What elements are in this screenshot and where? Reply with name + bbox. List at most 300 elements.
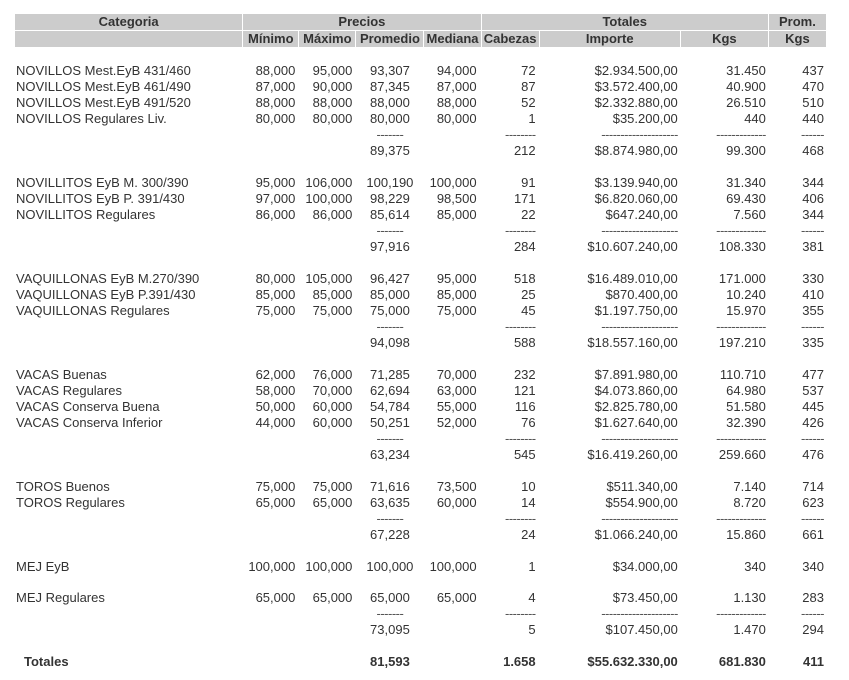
cell-promedio: 85,614 — [370, 207, 410, 222]
spacer-row — [15, 255, 826, 271]
subtotal-cabezas: 588 — [513, 335, 536, 350]
cell-cabezas: 14 — [521, 495, 536, 510]
cell-cabezas: 72 — [521, 63, 536, 78]
cell-maximo: 95,000 — [312, 63, 353, 78]
cell-promedio: 93,307 — [370, 63, 410, 78]
cell-prom-kgs: 437 — [802, 63, 824, 78]
cell-kgs: 31.340 — [726, 175, 766, 190]
subtotal-empty — [424, 143, 480, 159]
separator-empty — [424, 511, 480, 527]
cell-mediana: 70,000 — [436, 367, 477, 382]
cell-kgs: 31.450 — [726, 63, 766, 78]
separator-promedio: ------- — [376, 223, 404, 238]
separator-importe: -------------------- — [601, 223, 678, 238]
cell-kgs: 7.140 — [733, 479, 766, 494]
subtotal-empty — [243, 239, 298, 255]
cell-categoria: NOVILLOS Mest.EyB 491/520 — [16, 95, 191, 110]
separator-importe: -------------------- — [601, 431, 678, 446]
cell-maximo: 60,000 — [312, 399, 353, 414]
cell-importe: $35.200,00 — [612, 111, 678, 126]
cell-importe: $6.820.060,00 — [594, 191, 678, 206]
header-importe[interactable]: Importe — [540, 31, 680, 47]
header-group-row — [15, 14, 826, 31]
cell-importe: $511.340,00 — [606, 479, 678, 494]
header-minimo[interactable]: Mínimo — [243, 31, 298, 47]
subtotal-empty — [15, 143, 242, 159]
separator-prom-kgs: ------ — [801, 223, 824, 238]
cell-prom-kgs: 283 — [802, 590, 824, 605]
cell-mediana: 85,000 — [436, 287, 477, 302]
subtotal-empty — [424, 622, 480, 638]
cell-mediana: 52,000 — [436, 415, 477, 430]
separator-prom-kgs: ------ — [801, 319, 824, 334]
cell-kgs: 69.430 — [726, 191, 766, 206]
cell-minimo: 88,000 — [255, 95, 296, 110]
cell-promedio: 75,000 — [370, 303, 410, 318]
cell-kgs: 340 — [744, 559, 766, 574]
subtotal-cabezas: 24 — [521, 527, 536, 542]
cell-categoria: VAQUILLONAS EyB M.270/390 — [16, 271, 200, 286]
cell-mediana: 98,500 — [436, 191, 477, 206]
separator-cabezas: -------- — [505, 431, 536, 446]
header-categoria-blank — [15, 31, 242, 47]
separator-kgs: ------------- — [716, 127, 766, 142]
cell-categoria: NOVILLOS Mest.EyB 461/490 — [16, 79, 191, 94]
cell-kgs: 7.560 — [733, 207, 766, 222]
cell-importe: $554.900,00 — [605, 495, 678, 510]
subtotal-empty — [424, 239, 480, 255]
separator-importe: -------------------- — [601, 511, 678, 526]
subtotal-promedio: 63,234 — [370, 447, 410, 462]
cell-importe: $647.240,00 — [605, 207, 678, 222]
separator-importe: -------------------- — [601, 319, 678, 334]
spacer-cell — [15, 159, 826, 175]
table-row[interactable] — [15, 399, 826, 415]
separator-empty — [299, 511, 355, 527]
separator-row — [15, 431, 826, 447]
separator-prom-kgs: ------ — [801, 127, 824, 142]
cell-importe: $73.450,00 — [612, 590, 678, 605]
subtotal-empty — [243, 143, 298, 159]
cell-importe: $3.572.400,00 — [594, 79, 678, 94]
separator-prom-kgs: ------ — [801, 431, 824, 446]
spacer-cell — [15, 575, 826, 590]
table-row[interactable] — [15, 367, 826, 383]
subtotal-cabezas: 212 — [513, 143, 536, 158]
subtotal-empty — [15, 622, 242, 638]
separator-importe: -------------------- — [601, 127, 678, 142]
cell-cabezas: 116 — [514, 399, 536, 414]
cell-importe: $2.934.500,00 — [594, 63, 678, 78]
cell-kgs: 26.510 — [726, 95, 766, 110]
header-categoria[interactable]: Categoria — [15, 14, 242, 31]
cell-cabezas: 87 — [521, 79, 536, 94]
subtotal-row — [15, 239, 826, 255]
separator-empty — [15, 511, 242, 527]
cell-promedio: 100,190 — [366, 175, 414, 190]
table-row[interactable] — [15, 191, 826, 207]
subtotal-empty — [243, 447, 298, 463]
subtotal-importe: $10.607.240,00 — [587, 239, 678, 254]
spacer-cell — [15, 351, 826, 367]
totals-empty — [299, 654, 355, 670]
cell-mediana: 88,000 — [436, 95, 477, 110]
cell-importe: $7.891.980,00 — [594, 367, 678, 382]
cell-cabezas: 518 — [513, 271, 536, 286]
cell-importe: $4.073.860,00 — [594, 383, 678, 398]
spacer-cell — [15, 255, 826, 271]
table-row[interactable] — [15, 287, 826, 303]
separator-row — [15, 127, 826, 143]
cell-maximo: 85,000 — [312, 287, 353, 302]
separator-row — [15, 223, 826, 239]
subtotal-cabezas: 5 — [528, 622, 536, 637]
cell-categoria: VACAS Buenas — [16, 367, 107, 382]
cell-minimo: 75,000 — [255, 303, 296, 318]
cell-categoria: TOROS Buenos — [16, 479, 110, 494]
subtotal-kgs: 197.210 — [718, 335, 766, 350]
table-row[interactable] — [15, 590, 826, 606]
cell-minimo: 85,000 — [255, 287, 296, 302]
cell-importe: $34.000,00 — [612, 559, 678, 574]
cell-promedio: 62,694 — [370, 383, 410, 398]
cell-promedio: 71,285 — [370, 367, 410, 382]
subtotal-importe: $8.874.980,00 — [594, 143, 678, 158]
cell-categoria: NOVILLITOS EyB M. 300/390 — [16, 175, 189, 190]
subtotal-empty — [299, 447, 355, 463]
cell-categoria: VAQUILLONAS EyB P.391/430 — [16, 287, 196, 302]
cell-mediana: 80,000 — [436, 111, 477, 126]
cell-kgs: 440 — [744, 111, 766, 126]
separator-importe: -------------------- — [601, 606, 678, 621]
subtotal-empty — [424, 335, 480, 351]
cell-prom-kgs: 714 — [802, 479, 824, 494]
cell-promedio: 63,635 — [370, 495, 410, 510]
cell-minimo: 97,000 — [255, 191, 296, 206]
separator-cabezas: -------- — [505, 127, 536, 142]
cell-maximo: 70,000 — [312, 383, 353, 398]
header-prom-kgs[interactable]: Kgs — [769, 31, 826, 47]
totals-row — [15, 654, 826, 670]
subtotal-empty — [299, 527, 355, 543]
cell-prom-kgs: 406 — [802, 191, 824, 206]
subtotal-prom-kgs: 335 — [802, 335, 824, 350]
cell-kgs: 171.000 — [718, 271, 766, 286]
totals-importe: $55.632.330,00 — [587, 654, 678, 669]
subtotal-promedio: 73,095 — [370, 622, 410, 637]
spacer-cell — [15, 47, 826, 63]
subtotal-kgs: 15.860 — [726, 527, 766, 542]
subtotal-prom-kgs: 468 — [802, 143, 824, 158]
separator-empty — [243, 431, 298, 447]
cell-promedio: 85,000 — [370, 287, 410, 302]
cell-cabezas: 171 — [513, 191, 536, 206]
cell-promedio: 65,000 — [370, 590, 410, 605]
subtotal-importe: $107.450,00 — [605, 622, 678, 637]
separator-promedio: ------- — [376, 511, 404, 526]
separator-promedio: ------- — [376, 431, 404, 446]
subtotal-prom-kgs: 294 — [802, 622, 824, 637]
cell-kgs: 32.390 — [726, 415, 766, 430]
separator-promedio: ------- — [376, 606, 404, 621]
separator-empty — [243, 223, 298, 239]
cell-cabezas: 52 — [521, 95, 536, 110]
cell-importe: $2.825.780,00 — [594, 399, 678, 414]
cell-cabezas: 76 — [521, 415, 536, 430]
header-kgs[interactable]: Kgs — [681, 31, 768, 47]
cell-maximo: 105,000 — [305, 271, 353, 286]
cell-prom-kgs: 470 — [802, 79, 824, 94]
subtotal-importe: $16.419.260,00 — [587, 447, 678, 462]
subtotal-importe: $1.066.240,00 — [594, 527, 678, 542]
cell-prom-kgs: 440 — [802, 111, 824, 126]
cell-maximo: 100,000 — [305, 191, 353, 206]
cell-promedio: 54,784 — [370, 399, 410, 414]
cell-maximo: 80,000 — [312, 111, 353, 126]
subtotal-empty — [424, 447, 480, 463]
cell-minimo: 80,000 — [255, 111, 296, 126]
subtotal-promedio: 89,375 — [370, 143, 410, 158]
cell-mediana: 94,000 — [436, 63, 477, 78]
cell-prom-kgs: 445 — [802, 399, 824, 414]
table-body — [15, 47, 826, 670]
cell-prom-kgs: 537 — [802, 383, 824, 398]
subtotal-kgs: 1.470 — [733, 622, 766, 637]
cell-maximo: 88,000 — [312, 95, 353, 110]
subtotal-promedio: 67,228 — [370, 527, 410, 542]
cell-minimo: 80,000 — [255, 271, 296, 286]
separator-kgs: ------------- — [716, 511, 766, 526]
separator-cabezas: -------- — [505, 223, 536, 238]
table-row[interactable] — [15, 111, 826, 127]
cell-categoria: VAQUILLONAS Regulares — [16, 303, 170, 318]
cell-kgs: 64.980 — [726, 383, 766, 398]
subtotal-empty — [15, 447, 242, 463]
separator-empty — [424, 223, 480, 239]
spacer-row — [15, 159, 826, 175]
cell-kgs: 110.710 — [719, 367, 766, 382]
cell-minimo: 75,000 — [255, 479, 296, 494]
cell-kgs: 10.240 — [726, 287, 766, 302]
separator-row — [15, 606, 826, 622]
header-promedio[interactable]: Promedio — [356, 31, 423, 47]
table-row[interactable] — [15, 175, 826, 191]
separator-row — [15, 319, 826, 335]
separator-prom-kgs: ------ — [801, 511, 824, 526]
table-row[interactable] — [15, 79, 826, 95]
table-row[interactable] — [15, 479, 826, 495]
subtotal-importe: $18.557.160,00 — [587, 335, 678, 350]
subtotal-prom-kgs: 381 — [802, 239, 824, 254]
spacer-row — [15, 575, 826, 590]
cell-minimo: 86,000 — [255, 207, 296, 222]
separator-empty — [15, 431, 242, 447]
subtotal-empty — [15, 239, 242, 255]
subtotal-empty — [299, 335, 355, 351]
header-prom: Prom. — [769, 14, 826, 31]
separator-cabezas: -------- — [505, 319, 536, 334]
cell-cabezas: 45 — [521, 303, 536, 318]
spacer-row — [15, 47, 826, 63]
table-row[interactable] — [15, 303, 826, 319]
subtotal-promedio: 97,916 — [370, 239, 410, 254]
subtotal-empty — [15, 527, 242, 543]
cell-cabezas: 22 — [521, 207, 536, 222]
totals-empty — [243, 654, 298, 670]
totals-kgs: 681.830 — [718, 654, 766, 669]
spacer-row — [15, 543, 826, 559]
cell-cabezas: 121 — [513, 383, 536, 398]
header-cabezas[interactable]: Cabezas — [482, 31, 539, 47]
cell-maximo: 86,000 — [312, 207, 353, 222]
subtotal-prom-kgs: 661 — [802, 527, 824, 542]
separator-empty — [299, 223, 355, 239]
spacer-cell — [15, 543, 826, 559]
header-maximo[interactable]: Máximo — [299, 31, 355, 47]
separator-kgs: ------------- — [716, 431, 766, 446]
cell-promedio: 87,345 — [370, 79, 410, 94]
table-row[interactable] — [15, 63, 826, 79]
subtotal-cabezas: 545 — [513, 447, 536, 462]
cell-maximo: 90,000 — [312, 79, 353, 94]
cell-minimo: 62,000 — [255, 367, 296, 382]
cell-prom-kgs: 623 — [802, 495, 824, 510]
cell-kgs: 40.900 — [726, 79, 766, 94]
cell-categoria: NOVILLITOS Regulares — [16, 207, 156, 222]
cell-categoria: VACAS Conserva Inferior — [16, 415, 163, 430]
cell-prom-kgs: 510 — [802, 95, 824, 110]
subtotal-empty — [299, 143, 355, 159]
cell-minimo: 95,000 — [255, 175, 296, 190]
spacer-row — [15, 638, 826, 654]
cell-importe: $1.627.640,00 — [594, 415, 678, 430]
header-column-row — [15, 31, 826, 47]
cell-categoria: NOVILLOS Regulares Liv. — [16, 111, 167, 126]
cell-maximo: 76,000 — [312, 367, 353, 382]
table-header — [15, 14, 826, 47]
separator-empty — [243, 511, 298, 527]
cell-promedio: 88,000 — [370, 95, 410, 110]
spacer-cell — [15, 638, 826, 654]
cell-minimo: 44,000 — [255, 415, 296, 430]
spacer-row — [15, 463, 826, 479]
cell-cabezas: 25 — [521, 287, 536, 302]
cell-promedio: 98,229 — [370, 191, 410, 206]
header-totales: Totales — [482, 14, 768, 31]
table-row[interactable] — [15, 559, 826, 575]
separator-kgs: ------------- — [716, 319, 766, 334]
cell-mediana: 75,000 — [436, 303, 477, 318]
cell-categoria: VACAS Regulares — [16, 383, 122, 398]
cell-maximo: 100,000 — [305, 559, 353, 574]
cell-promedio: 96,427 — [370, 271, 410, 286]
cell-kgs: 15.970 — [726, 303, 766, 318]
subtotal-cabezas: 284 — [513, 239, 536, 254]
cell-mediana: 95,000 — [436, 271, 477, 286]
cell-promedio: 71,616 — [370, 479, 410, 494]
table-row[interactable] — [15, 383, 826, 399]
separator-empty — [15, 319, 242, 335]
cell-prom-kgs: 344 — [802, 207, 824, 222]
cell-minimo: 87,000 — [255, 79, 296, 94]
separator-empty — [424, 127, 480, 143]
cell-mediana: 100,000 — [429, 559, 477, 574]
cell-importe: $870.400,00 — [605, 287, 678, 302]
market-prices-table — [14, 14, 827, 670]
subtotal-row — [15, 335, 826, 351]
cell-mediana: 55,000 — [436, 399, 477, 414]
separator-promedio: ------- — [376, 127, 404, 142]
cell-importe: $2.332.880,00 — [594, 95, 678, 110]
cell-categoria: TOROS Regulares — [16, 495, 125, 510]
totals-empty — [424, 654, 480, 670]
subtotal-prom-kgs: 476 — [802, 447, 824, 462]
separator-empty — [299, 431, 355, 447]
spacer-cell — [15, 463, 826, 479]
subtotal-kgs: 99.300 — [726, 143, 766, 158]
cell-categoria: NOVILLOS Mest.EyB 431/460 — [16, 63, 191, 78]
table-row[interactable] — [15, 95, 826, 111]
cell-cabezas: 232 — [513, 367, 536, 382]
separator-empty — [15, 606, 242, 622]
cell-cabezas: 1 — [528, 111, 536, 126]
table-row[interactable] — [15, 415, 826, 431]
separator-empty — [424, 606, 480, 622]
totals-cabezas: 1.658 — [503, 654, 536, 669]
cell-maximo: 106,000 — [305, 175, 353, 190]
cell-importe: $16.489.010,00 — [587, 271, 678, 286]
cell-mediana: 63,000 — [436, 383, 477, 398]
subtotal-row — [15, 622, 826, 638]
subtotal-promedio: 94,098 — [370, 335, 410, 350]
table-row[interactable] — [15, 495, 826, 511]
cell-minimo: 65,000 — [255, 495, 296, 510]
cell-prom-kgs: 410 — [802, 287, 824, 302]
separator-empty — [15, 127, 242, 143]
separator-promedio: ------- — [376, 319, 404, 334]
cell-prom-kgs: 340 — [802, 559, 824, 574]
cell-prom-kgs: 344 — [802, 175, 824, 190]
subtotal-kgs: 108.330 — [718, 239, 766, 254]
subtotal-empty — [15, 335, 242, 351]
cell-importe: $3.139.940,00 — [594, 175, 678, 190]
totals-prom-kgs: 411 — [803, 654, 824, 669]
cell-mediana: 60,000 — [436, 495, 477, 510]
table-row[interactable] — [15, 207, 826, 223]
header-mediana[interactable]: Mediana — [424, 31, 480, 47]
cell-importe: $1.197.750,00 — [594, 303, 678, 318]
cell-cabezas: 1 — [528, 559, 536, 574]
separator-empty — [299, 127, 355, 143]
separator-empty — [243, 319, 298, 335]
cell-mediana: 65,000 — [436, 590, 477, 605]
separator-empty — [424, 319, 480, 335]
cell-cabezas: 91 — [521, 175, 536, 190]
totals-promedio: 81,593 — [370, 654, 410, 669]
spacer-row — [15, 351, 826, 367]
cell-minimo: 100,000 — [248, 559, 296, 574]
cell-prom-kgs: 477 — [802, 367, 824, 382]
subtotal-empty — [424, 527, 480, 543]
cell-categoria: NOVILLITOS EyB P. 391/430 — [16, 191, 185, 206]
subtotal-empty — [299, 622, 355, 638]
separator-prom-kgs: ------ — [801, 606, 824, 621]
table-row[interactable] — [15, 271, 826, 287]
cell-maximo: 60,000 — [312, 415, 353, 430]
separator-kgs: ------------- — [716, 606, 766, 621]
subtotal-empty — [243, 622, 298, 638]
cell-mediana: 87,000 — [436, 79, 477, 94]
